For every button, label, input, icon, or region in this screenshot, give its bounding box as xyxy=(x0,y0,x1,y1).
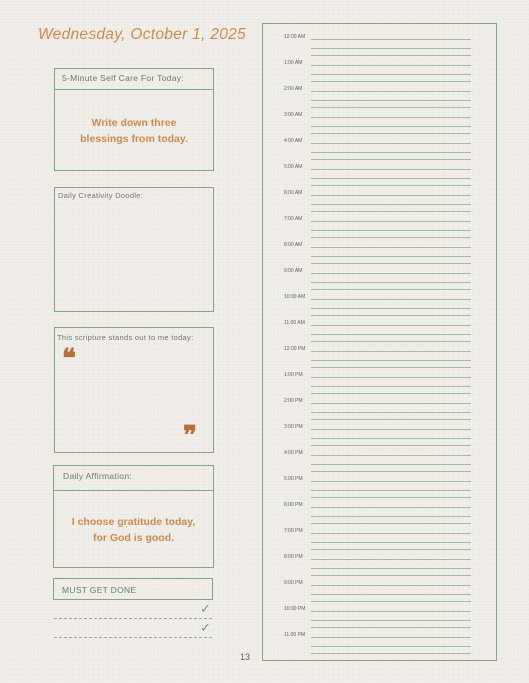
schedule-line xyxy=(311,81,471,82)
schedule-line xyxy=(311,169,471,170)
time-label: 5:00 AM xyxy=(284,164,303,170)
schedule-line xyxy=(311,594,471,595)
schedule-line xyxy=(311,315,471,316)
schedule-line xyxy=(311,585,471,586)
schedule-line xyxy=(311,360,471,361)
task-line[interactable] xyxy=(54,637,212,638)
time-label: 11:00 AM xyxy=(284,320,305,326)
time-label: 7:00 PM xyxy=(284,528,303,534)
schedule-line xyxy=(311,627,471,628)
schedule-line xyxy=(311,133,471,134)
schedule-line xyxy=(311,65,471,66)
schedule-line xyxy=(311,211,471,212)
schedule-line xyxy=(311,646,471,647)
schedule-line xyxy=(311,455,471,456)
schedule-line xyxy=(311,289,471,290)
schedule-line xyxy=(311,507,471,508)
schedule-line xyxy=(311,230,471,231)
schedule-line xyxy=(311,516,471,517)
time-label: 4:00 PM xyxy=(284,450,303,456)
time-label: 6:00 PM xyxy=(284,502,303,508)
must-get-done-box xyxy=(53,578,213,600)
schedule-line xyxy=(311,117,471,118)
schedule-line xyxy=(311,48,471,49)
time-label: 9:00 AM xyxy=(284,268,303,274)
schedule-line xyxy=(311,601,471,602)
schedule-line xyxy=(311,39,471,40)
time-label: 2:00 PM xyxy=(284,398,303,404)
schedule-line xyxy=(311,445,471,446)
schedule-line xyxy=(311,273,471,274)
time-label: 3:00 AM xyxy=(284,112,303,118)
schedule-line xyxy=(311,299,471,300)
task-line[interactable] xyxy=(54,618,212,619)
schedule-line xyxy=(311,185,471,186)
schedule-line xyxy=(311,74,471,75)
self-care-title: 5-Minute Self Care For Today: xyxy=(55,69,213,90)
schedule-line xyxy=(311,221,471,222)
self-care-box xyxy=(54,68,214,171)
schedule-line xyxy=(311,549,471,550)
schedule-line xyxy=(311,393,471,394)
schedule-line xyxy=(311,542,471,543)
doodle-box xyxy=(54,187,214,312)
schedule-line xyxy=(311,523,471,524)
schedule-line xyxy=(311,497,471,498)
schedule-line xyxy=(311,568,471,569)
schedule-line xyxy=(311,195,471,196)
schedule-line xyxy=(311,464,471,465)
schedule-line xyxy=(311,325,471,326)
time-label: 4:00 AM xyxy=(284,138,303,144)
schedule-line xyxy=(311,237,471,238)
schedule-line xyxy=(311,256,471,257)
schedule-line xyxy=(311,429,471,430)
schedule-line xyxy=(311,100,471,101)
schedule-line xyxy=(311,334,471,335)
schedule-line xyxy=(311,412,471,413)
schedule-line xyxy=(311,341,471,342)
schedule-line xyxy=(311,377,471,378)
schedule-line xyxy=(311,438,471,439)
check-icon[interactable]: ✓ xyxy=(200,620,211,635)
schedule-line xyxy=(311,263,471,264)
schedule-line xyxy=(311,126,471,127)
schedule-line xyxy=(311,159,471,160)
check-icon[interactable]: ✓ xyxy=(200,601,211,616)
time-label: 3:00 PM xyxy=(284,424,303,430)
time-label: 7:00 AM xyxy=(284,216,303,222)
close-quote-icon: ❞ xyxy=(183,421,197,451)
scripture-title: This scripture stands out to me today: xyxy=(57,333,194,342)
schedule-line xyxy=(311,91,471,92)
schedule-line xyxy=(311,247,471,248)
schedule-line xyxy=(311,55,471,56)
schedule-line xyxy=(311,559,471,560)
schedule-line xyxy=(311,403,471,404)
schedule-line xyxy=(311,308,471,309)
time-label: 10:00 PM xyxy=(284,606,306,612)
open-quote-icon: ❝ xyxy=(62,344,76,374)
time-label: 1:00 PM xyxy=(284,372,303,378)
schedule-line xyxy=(311,490,471,491)
schedule-line xyxy=(311,178,471,179)
schedule-line xyxy=(311,282,471,283)
affirmation-box xyxy=(53,465,214,568)
time-label: 8:00 AM xyxy=(284,242,303,248)
schedule-line xyxy=(311,367,471,368)
schedule-line xyxy=(311,152,471,153)
scripture-box xyxy=(54,327,214,453)
schedule-line xyxy=(311,533,471,534)
schedule-line xyxy=(311,575,471,576)
affirmation-title: Daily Affirmation: xyxy=(54,466,213,491)
time-label: 12:00 PM xyxy=(284,346,306,352)
affirmation-text: I choose gratitude today, for God is good. xyxy=(71,516,196,544)
time-label: 12:00 AM xyxy=(284,34,306,40)
schedule-line xyxy=(311,143,471,144)
schedule-line xyxy=(311,653,471,654)
doodle-title: Daily Creativity Doodle: xyxy=(58,191,144,200)
schedule-line xyxy=(311,386,471,387)
schedule-line xyxy=(311,107,471,108)
schedule-line xyxy=(311,204,471,205)
time-label: 5:00 PM xyxy=(284,476,303,482)
self-care-text: Write down three blessings from today. xyxy=(80,117,188,145)
time-label: 9:00 PM xyxy=(284,580,303,586)
schedule-line xyxy=(311,637,471,638)
page-date: Wednesday, October 1, 2025 xyxy=(38,26,246,43)
schedule-line xyxy=(311,471,471,472)
hourly-schedule xyxy=(262,23,497,661)
time-label: 8:00 PM xyxy=(284,554,303,560)
schedule-line xyxy=(311,419,471,420)
time-label: 2:00 AM xyxy=(284,86,303,92)
schedule-line xyxy=(311,620,471,621)
time-label: 10:00 AM xyxy=(284,294,306,300)
time-label: 1:00 AM xyxy=(284,60,303,66)
page-number: 13 xyxy=(240,652,251,662)
schedule-line xyxy=(311,611,471,612)
time-label: 6:00 AM xyxy=(284,190,303,196)
schedule-line xyxy=(311,481,471,482)
must-get-done-title: MUST GET DONE xyxy=(62,585,137,595)
time-label: 11:00 PM xyxy=(284,632,306,638)
schedule-line xyxy=(311,351,471,352)
